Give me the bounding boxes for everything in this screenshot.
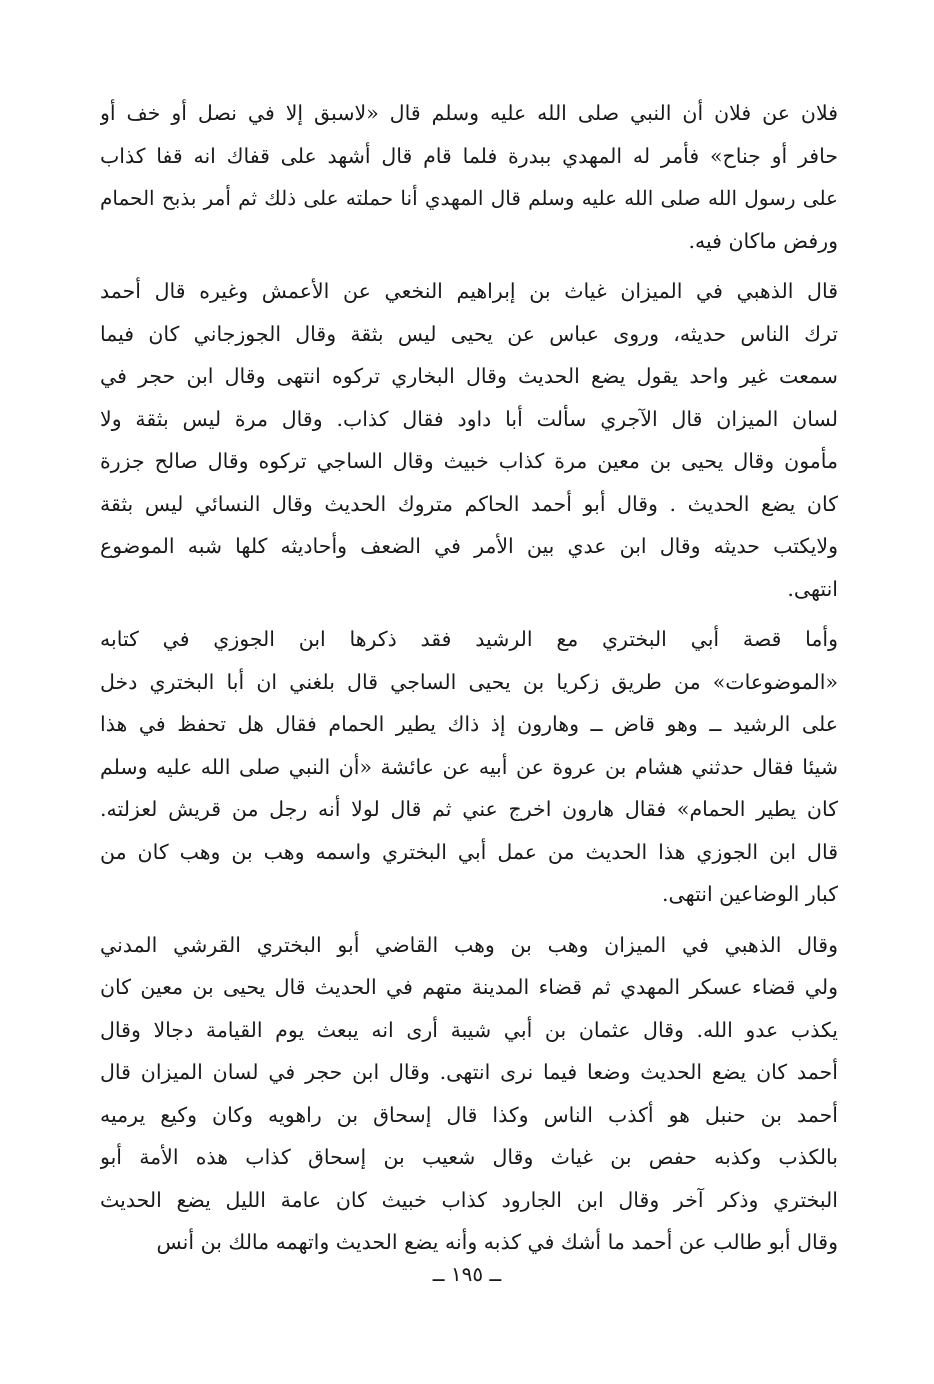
paragraph xyxy=(100,270,838,610)
text-line: وقال أبو طالب عن أحمد ما أشك في كذبه وأنه يضع الحديث واتهمه مالك بن أنس xyxy=(156,1230,838,1254)
text-line: أحمد بن حنبل هو أكذب الناس وكذا قال إسحاق بن راهويه وكان وكيع يرميه xyxy=(100,1102,838,1127)
text-line: قال ابن الجوزي هذا الحديث من عمل أبي البختري واسمه وهب بن وهب كان من xyxy=(100,839,838,864)
text-line: البختري وذكر آخر وقال ابن الجارود كذاب خبيث كان عامة الليل يضع الحديث xyxy=(100,1187,838,1212)
text-line: سمعت غير واحد يقول يضع الحديث وقال البخاري تركوه انتهى وقال ابن حجر في xyxy=(100,364,838,388)
text-line: كان يطير الحمام» فقال هارون اخرج عني ثم قال لولا أنه رجل من قريش لعزلته. xyxy=(100,797,838,821)
page-number: ــ ١٩٥ ــ xyxy=(432,1262,502,1286)
text-line: على رسول الله صلى الله عليه وسلم قال المهدي أنا حملته على ذلك ثم أمر بذبح الحمام xyxy=(100,186,838,210)
text-line: ترك الناس حديثه، وروى عباس عن يحيى ليس بثقة وقال الجوزجاني كان فيما xyxy=(100,321,838,346)
text-line: ولي قضاء عسكر المهدي ثم قضاء المدينة متهم في الحديث قال يحيى بن معين كان xyxy=(100,975,838,999)
paragraph xyxy=(100,618,838,916)
text-line: على الرشيد ــ وهو قاض ــ وهارون إذ ذاك يطير الحمام فقال هل تحفظ في هذا xyxy=(100,712,838,736)
text-line: ورفض ماكان فيه. xyxy=(688,228,838,253)
text-line: مأمون وقال يحيى بن معين مرة كذاب خبيث وقال الساجي تركوه وقال صالح جزرة xyxy=(100,449,838,473)
text-line: شيئا فقال حدثني هشام بن عروة عن أبيه عن عائشة «أن النبي صلى الله عليه وسلم xyxy=(100,754,838,779)
body-text xyxy=(100,92,838,1272)
text-line: كبار الوضاعين انتهى. xyxy=(662,882,838,906)
text-line: وأما قصة أبي البختري مع الرشيد فقد ذكرها ابن الجوزي في كتابه xyxy=(100,627,838,651)
text-line: فلان عن فلان أن النبي صلى الله عليه وسلم قال «لاسبق إلا في نصل أو خف أو xyxy=(100,101,838,125)
text-line: وقال الذهبي في الميزان وهب بن وهب القاضي أبو البختري القرشي المدني xyxy=(100,932,838,957)
text-line: أحمد كان يضع الحديث وضعا فيما نرى انتهى. وقال ابن حجر في لسان الميزان قال xyxy=(100,1060,838,1084)
text-line: انتهى. xyxy=(787,576,838,601)
text-line: ولايكتب حديثه وقال ابن عدي بين الأمر في الضعف وأحاديثه كلها شبه الموضوع xyxy=(100,534,838,558)
text-line: حافر أو جناح» فأمر له المهدي ببدرة فلما قام قال أشهد على قفاك انه قفا كذاب xyxy=(100,143,838,168)
paragraph xyxy=(100,924,838,1264)
text-line: قال الذهبي في الميزان غياث بن إبراهيم النخعي عن الأعمش وغيره قال أحمد xyxy=(100,279,838,303)
text-line: «الموضوعات» من طريق زكريا بن يحيى الساجي قال بلغني ان أبا البختري دخل xyxy=(100,669,838,694)
text-line: لسان الميزان قال الآجري سألت أبا داود فقال كذاب. وقال مرة ليس بثقة ولا xyxy=(100,406,838,431)
text-line: يكذب عدو الله. وقال عثمان بن أبي شيبة أرى انه يبعث يوم القيامة دجالا وقال xyxy=(100,1017,838,1042)
text-line: بالكذب وكذبه حفص بن غياث وقال شعيب بن إسحاق كذاب هذه الأمة أبو xyxy=(100,1145,838,1169)
paragraph xyxy=(100,92,838,262)
text-line: كان يضع الحديث . وقال أبو أحمد الحاكم متروك الحديث وقال النسائي ليس بثقة xyxy=(100,491,838,516)
